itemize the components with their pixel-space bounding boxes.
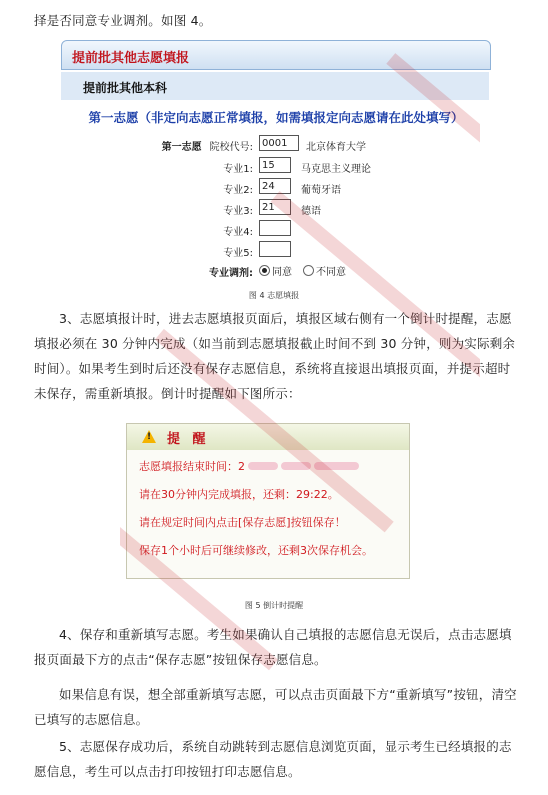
countdown-reminder-figure bbox=[126, 423, 410, 579]
radio-unchecked-icon bbox=[303, 265, 314, 276]
reminder-remaining: 请在30分钟内完成填报，还剩：29:22。 bbox=[139, 488, 339, 501]
major-label: 专业1: bbox=[223, 164, 253, 175]
paragraph-3: 3、志愿填报计时，进去志愿填报页面后，填报区域右侧有一个倒计时提醒，志愿填报必须在 30 分钟内完成（如当前到志愿填报截止时间不到 30 分钟，则为实际剩余时间）。如果考生到时后还没有保存志愿信息，系统将直接退出填报页面，并提示超时未保存，需重新填报。倒计时提醒如下图所示： bbox=[34, 311, 516, 401]
redacted-mark bbox=[314, 462, 359, 470]
major-code-input[interactable]: 24 bbox=[259, 178, 291, 194]
agree-radio[interactable] bbox=[259, 263, 292, 278]
reminder-header: ! 提 醒 bbox=[127, 424, 409, 450]
school-name: 北京体育大学 bbox=[306, 142, 366, 153]
reminder-save-count: 保存1个小时后可继续修改，还剩3次保存机会。 bbox=[139, 544, 373, 557]
major-code-input[interactable] bbox=[259, 241, 291, 257]
major-label: 专业2: bbox=[223, 185, 253, 196]
major-name: 葡萄牙语 bbox=[301, 185, 341, 196]
disagree-label: 不同意 bbox=[316, 267, 346, 278]
form-header bbox=[61, 40, 491, 70]
reminder-title: 提 醒 bbox=[167, 432, 210, 447]
major-label: 专业3: bbox=[223, 206, 253, 217]
form-header-title: 提前批其他志愿填报 bbox=[72, 51, 190, 66]
major-name: 马克思主义理论 bbox=[301, 164, 371, 175]
radio-checked-icon bbox=[259, 265, 270, 276]
school-code-label: 院校代号: bbox=[209, 142, 253, 153]
major-row bbox=[61, 220, 491, 240]
group-label: 第一志愿 bbox=[161, 142, 202, 153]
major-name: 德语 bbox=[301, 206, 321, 217]
reminder-save-hint: 请在规定时间内点击[保存志愿]按钮保存！ bbox=[139, 516, 346, 529]
major-label: 专业5: bbox=[223, 248, 253, 259]
major-row bbox=[61, 157, 491, 177]
paragraph-4b: 如果信息有误，想全部重新填写志愿，可以点击页面最下方“重新填写”按钮，清空已填写的志愿信息。 bbox=[34, 687, 517, 727]
figure5-caption: 图 5 倒计时提醒 bbox=[244, 601, 304, 610]
major-row bbox=[61, 241, 491, 261]
volunteer-form-figure bbox=[61, 40, 491, 280]
disagree-radio[interactable] bbox=[303, 263, 346, 278]
major-row bbox=[61, 199, 491, 219]
major-row bbox=[61, 178, 491, 198]
choice-title: 第一志愿（非定向志愿正常填报，如需填报定向志愿请在此处填写） bbox=[88, 110, 464, 125]
form-subheader bbox=[61, 72, 489, 100]
school-code-input[interactable]: 0001 bbox=[259, 135, 299, 151]
major-label: 专业4: bbox=[223, 227, 253, 238]
figure4-caption: 图 4 志愿填报 bbox=[248, 291, 300, 300]
paragraph-5: 5、志愿保存成功后，系统自动跳转到志愿信息浏览页面，显示考生已经填报的志愿信息，考生可以点击打印按钮打印志愿信息。 bbox=[34, 739, 512, 779]
redacted-mark bbox=[248, 462, 278, 470]
redacted-mark bbox=[281, 462, 311, 470]
major-code-input[interactable] bbox=[259, 220, 291, 236]
reminder-deadline: 志愿填报结束时间：2 bbox=[139, 458, 359, 474]
form-subheader-title: 提前批其他本科 bbox=[83, 81, 168, 95]
adjust-label: 专业调剂: bbox=[209, 268, 253, 279]
school-code-row bbox=[61, 135, 491, 155]
major-code-input[interactable]: 21 bbox=[259, 199, 291, 215]
major-code-input[interactable]: 15 bbox=[259, 157, 291, 173]
agree-label: 同意 bbox=[272, 267, 292, 278]
paragraph-4: 4、保存和重新填写志愿。考生如果确认自己填报的志愿信息无误后，点击志愿填报页面最下方的点击“保存志愿”按钮保存志愿信息。 bbox=[34, 627, 512, 667]
intro-text: 择是否同意专业调剂。如图 4。 bbox=[34, 13, 212, 28]
